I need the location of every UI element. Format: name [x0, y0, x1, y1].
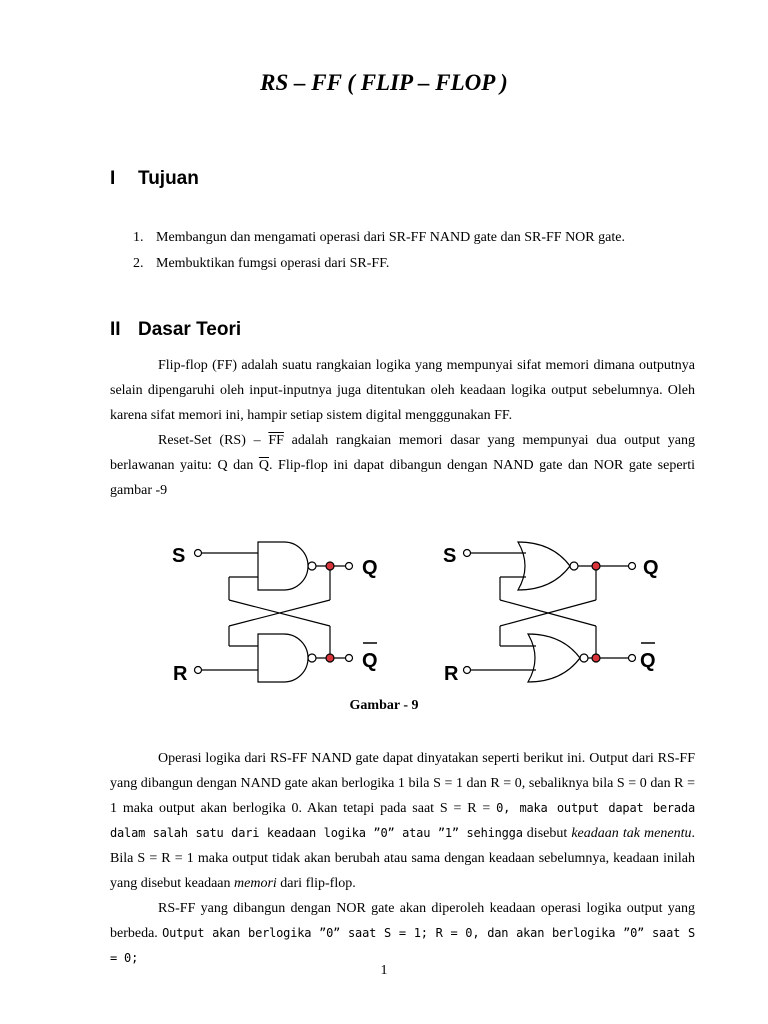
label-qbar: Q [640, 650, 656, 672]
text-run-mono: Output akan berlogika ”0” saat S = 1; R = 0, dan akan berlogika ”0” saat S = 0; [110, 926, 695, 965]
text-run: RS-FF yang dibangun dengan NOR gate akan diperoleh keadaan operasi logika output yang berbeda. [110, 901, 695, 941]
section-heading-dasar-teori [110, 319, 241, 341]
terminal-s [195, 550, 202, 557]
nor-flip-flop-diagram [464, 542, 636, 682]
text-run-ff: $\overline{FF}$ [268, 433, 284, 448]
section-title: Dasar Teori [138, 319, 242, 340]
label-s: S [443, 545, 457, 567]
label-q: Q [643, 557, 659, 579]
text-run-italic: memori [234, 876, 277, 891]
nor-gate-top [518, 542, 570, 590]
nor-bubble-top [570, 562, 578, 570]
section-title: Tujuan [138, 168, 199, 189]
rs-flip-flop-figure [0, 530, 768, 690]
label-q: Q [362, 557, 378, 579]
junction-node [326, 654, 334, 662]
nor-gate-bottom [528, 634, 580, 682]
text-run: . Bila S = R = 1 maka output tidak akan berubah atau sama dengan keadaan sebelumnya, keadaan inilah yang disebut keadaan [110, 826, 695, 891]
nand-gate-top [258, 542, 308, 590]
text-run: Operasi logika dari RS-FF NAND gate dapat dinyatakan seperti berikut ini. Output dari RS-FF yang dibangun dengan NAND gate akan berlogika 1 bila S = 1 dan R = 0, sebaliknya bila S = 0 dan R = 1 maka output akan berlogika 0. Akan tetapi pada saat S = R = [110, 751, 695, 816]
list-item-text: Membangun dan mengamati operasi dari SR-FF NAND gate dan SR-FF NOR gate. [156, 230, 625, 245]
nand-flip-flop-diagram [195, 542, 353, 682]
nor-bubble-bottom [580, 654, 588, 662]
text-run: . Flip-flop ini dapat dibangun dengan NAND gate dan NOR gate seperti gambar -9 [110, 458, 695, 498]
text-run: Reset-Set (RS) – [158, 433, 269, 448]
paragraph-3 [110, 746, 695, 896]
label-s: S [172, 545, 186, 567]
section-number: II [110, 319, 121, 340]
nand-bubble-bottom [308, 654, 316, 662]
terminal-r [464, 667, 471, 674]
page-title: RS – FF ( FLIP – FLOP ) [260, 70, 508, 95]
label-r: R [173, 663, 188, 685]
paragraph-4 [110, 896, 695, 971]
label-qbar: Q [362, 650, 378, 672]
list-item-text: Membuktikan fumgsi operasi dari SR-FF. [156, 256, 390, 271]
text-run-italic: keadaan tak menentu [571, 826, 692, 841]
text-run: dari flip-flop. [276, 876, 356, 891]
section-heading-tujuan [110, 168, 199, 190]
junction-node [326, 562, 334, 570]
terminal-s [464, 550, 471, 557]
junction-node [592, 562, 600, 570]
label-r: R [444, 663, 459, 685]
text-run-mono: 0, maka output dapat berada dalam salah satu dari keadaan logika ”0” atau ”1” sehingga [110, 801, 695, 840]
list-item-number: 2. [133, 256, 144, 271]
text-run-qbar: $\overline{Q}$ [258, 458, 269, 473]
list-item-number: 1. [133, 230, 144, 245]
paragraph-dasar-teori [110, 353, 695, 503]
terminal-qbar [629, 655, 636, 662]
text-run: adalah rangkaian memori dasar yang mempunyai dua output yang berlawanan yaitu: Q dan [110, 433, 696, 473]
section-number: I [110, 168, 116, 189]
terminal-q [346, 563, 353, 570]
terminal-qbar [346, 655, 353, 662]
figure-caption: Gambar - 9 [349, 698, 419, 713]
terminal-r [195, 667, 202, 674]
paragraph-1: Flip-flop (FF) adalah suatu rangkaian logika yang mempunyai sifat memori dimana outputnya selain dipengaruhi oleh input-inputnya juga ditentukan oleh keadaan logika output sebelumnya. Oleh karena sifat memori ini, hampir setiap sistem digital mengggunakan FF. [110, 358, 695, 423]
paragraph-2 [110, 428, 695, 503]
junction-node [592, 654, 600, 662]
page-number: 1 [380, 963, 388, 978]
nand-gate-bottom [258, 634, 308, 682]
paragraph-operasi [110, 746, 695, 971]
nand-bubble-top [308, 562, 316, 570]
terminal-q [629, 563, 636, 570]
text-run: disebut [522, 826, 572, 841]
